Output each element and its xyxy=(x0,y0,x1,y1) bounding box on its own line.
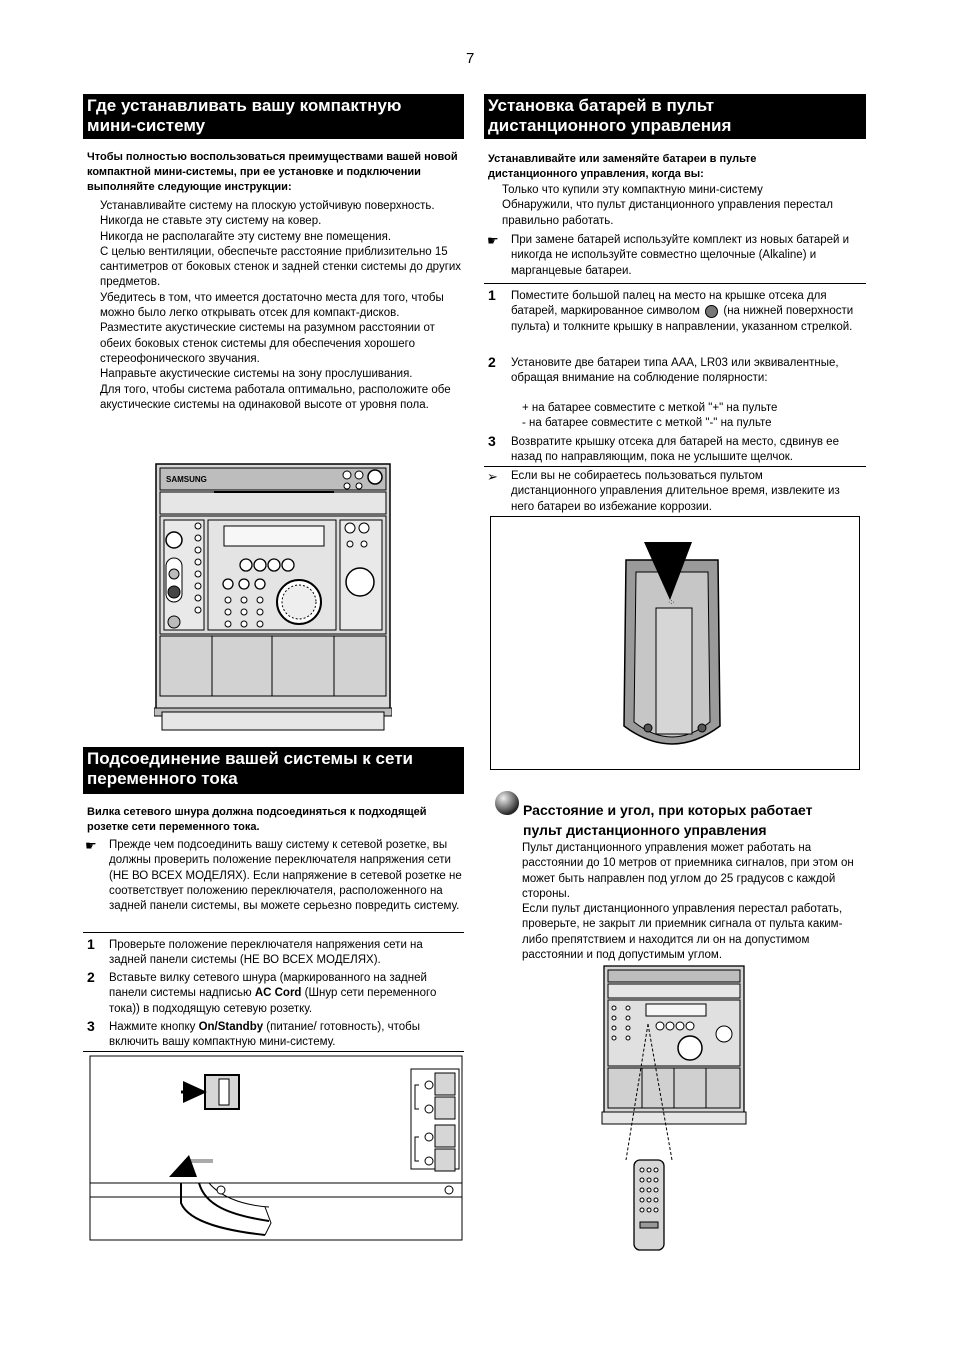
placement-item: С целью вентиляции, обеспечьте расстояние приблизительно 15 сантиметров от боковых стенок и задней стенки системы до других предметов. xyxy=(100,245,462,289)
batteries-condition: Только что купили эту компактную мини-систему xyxy=(502,184,763,196)
arrow-tip-icon: ➢ xyxy=(487,469,498,484)
ac-step3-part: Нажмите кнопку xyxy=(109,1021,199,1033)
placement-item: Никогда не располагайте эту систему вне помещения. xyxy=(100,230,392,243)
range-title-line2: пульт дистанционного управления xyxy=(523,822,767,838)
batteries-step1-text xyxy=(511,289,861,335)
batteries-title-line1: Установка батарей в пульт xyxy=(488,96,715,115)
divider xyxy=(83,932,464,933)
pointing-hand-icon: ☛ xyxy=(487,233,499,248)
range-paragraph: Если пульт дистанционного управления перестал работать, проверьте, не закрыт ли приемник сигнала от пульта каким-либо препятствием и находится ли он на допустимом расстоянии и под допустимым углом. xyxy=(522,903,843,962)
voltage-switch xyxy=(205,1075,239,1109)
ac-step1-text: Проверьте положение переключателя напряжения сети на задней панели системы (НЕ ВО ВСЕХ МОДЕЛЯХ). xyxy=(109,939,423,967)
sphere-bullet-icon xyxy=(493,789,521,817)
on-standby-label: On/Standby xyxy=(198,1021,264,1033)
placement-item: Разместите акустические системы на разумном расстоянии от обеих боковых стенок системы для обеспечения хорошего стереофонического звучания. xyxy=(100,322,435,365)
divider xyxy=(484,283,866,284)
rear-panel-illustration xyxy=(89,1055,463,1241)
ac-title-line1: Подсоединение вашей системы к сети xyxy=(87,749,414,768)
placement-item: Убедитесь в том, что имеется достаточно места для того, чтобы можно было легко открывать отсек для компакт-дисков. xyxy=(100,291,444,320)
divider xyxy=(484,466,866,467)
batteries-note: При замене батарей используйте комплект из новых батарей и никогда не используйте совместно щелочные (Alkaline) и марганцевые батареи. xyxy=(511,234,850,277)
ac-lead: Вилка сетевого шнура должна подсоединяться к подходящей розетке сети переменного тока. xyxy=(87,806,427,833)
logo: SAMSUNG xyxy=(166,475,207,484)
batteries-lead: Устанавливайте или заменяйте батареи в пульте дистанционного управления, когда вы: xyxy=(488,153,757,180)
ac-title-line2: переменного тока xyxy=(87,769,238,788)
pointing-hand-icon: ☛ xyxy=(85,838,97,853)
batteries-step2-text: Установите две батареи типа AAA, LR03 или эквивалентные, обращая внимание на соблюдение полярности: xyxy=(511,357,839,385)
placement-title-line1: Где устанавливать вашу компактную xyxy=(87,96,402,115)
placement-item: Для того, чтобы система работала оптимально, расположите обе акустические системы на одинаковой высоте от уровня пола. xyxy=(100,383,451,411)
range-paragraph: Пульт дистанционного управления может работать на расстоянии до 10 метров от приемника сигналов, при этом он может быть направлен под углом до 25 градусов с каждой стороны. xyxy=(522,842,854,900)
ac-step3-text xyxy=(109,1020,464,1051)
range-text xyxy=(522,841,862,963)
battery-cover-symbol-icon xyxy=(705,305,718,318)
batteries-title-line2: дистанционного управления xyxy=(488,116,732,135)
placement-item: Устанавливайте систему на плоскую устойчивую поверхность. xyxy=(100,200,435,212)
batteries-step1-part: Поместите большой палец на место на крышке отсека для батарей, маркированное символом xyxy=(511,290,827,318)
batteries-tip: Если вы не собираетесь пользоваться пультом дистанционного управления длительное время, извлеките из него батареи во избежание коррозии. xyxy=(511,470,840,513)
remote-range-illustration xyxy=(598,964,750,1252)
page-number: 7 xyxy=(466,50,475,67)
remote-battery-cover-illustration xyxy=(490,516,860,770)
batteries-step2-number: 2 xyxy=(488,354,496,370)
ac-note: Прежде чем подсоединить вашу систему к сетевой розетке, вы должны проверить положение переключателя напряжения сети (НЕ ВО ВСЕХ МОДЕЛЯХ). Если напряжение в сетевой розетке не соответствует положению переключателя, расположенного на задней панели системы, вы можете серьезно повредить систему. xyxy=(109,839,462,913)
ac-cord-label: AC Cord xyxy=(254,987,302,1000)
polarity-plus: + на батарее совместите с меткой "+" на пульте xyxy=(522,402,778,414)
svg-text:·:·: ·:· xyxy=(668,599,675,606)
polarity-minus: - на батарее совместите с меткой "-" на пульте xyxy=(522,417,772,429)
placement-title xyxy=(83,94,464,139)
batteries-conditions xyxy=(502,183,862,229)
ac-step2-part: Вставьте вилку сетевого шнура (маркированного на задней панели системы надписью xyxy=(109,972,427,1000)
batteries-step3-number: 3 xyxy=(488,433,496,449)
range-title xyxy=(523,800,863,840)
ac-step3-part: (питание/ готовность), чтобы включить вашу компактную мини-систему. xyxy=(109,1021,420,1049)
placement-title-line2: мини-систему xyxy=(87,116,206,135)
ac-step1-number: 1 xyxy=(87,936,95,952)
divider xyxy=(83,1051,464,1052)
ac-step2-number: 2 xyxy=(87,969,95,985)
batteries-step1-number: 1 xyxy=(488,287,496,303)
ac-step2-text xyxy=(109,971,459,1017)
mini-system-front-illustration xyxy=(154,462,392,734)
placement-lead: Чтобы полностью воспользоваться преимуществами вашей новой компактной мини-системы, при ее установке и подключении выполняйте следующие инструкции: xyxy=(87,151,458,193)
ac-step2-part: (Шнур сети переменного тока)) в подходящую сетевую розетку. xyxy=(109,987,437,1015)
placement-list xyxy=(100,199,464,413)
placement-item: Направьте акустические системы на зону прослушивания. xyxy=(100,368,413,381)
batteries-title xyxy=(484,94,866,139)
batteries-step1-part: (на нижней поверхности пульта) и толкните крышку в направлении, указанном стрелкой. xyxy=(511,305,854,333)
range-title-line1: Расстояние и угол, при которых работает xyxy=(523,802,813,818)
batteries-step3-text: Возвратите крышку отсека для батарей на место, сдвинув ее назад по направляющим, пока не услышите щелчок. xyxy=(511,436,839,464)
ac-step3-number: 3 xyxy=(87,1018,95,1034)
batteries-condition: Обнаружили, что пульт дистанционного управления перестал правильно работать. xyxy=(502,199,833,227)
ac-title xyxy=(83,747,464,794)
placement-item: Никогда не ставьте эту систему на ковер. xyxy=(100,215,322,228)
